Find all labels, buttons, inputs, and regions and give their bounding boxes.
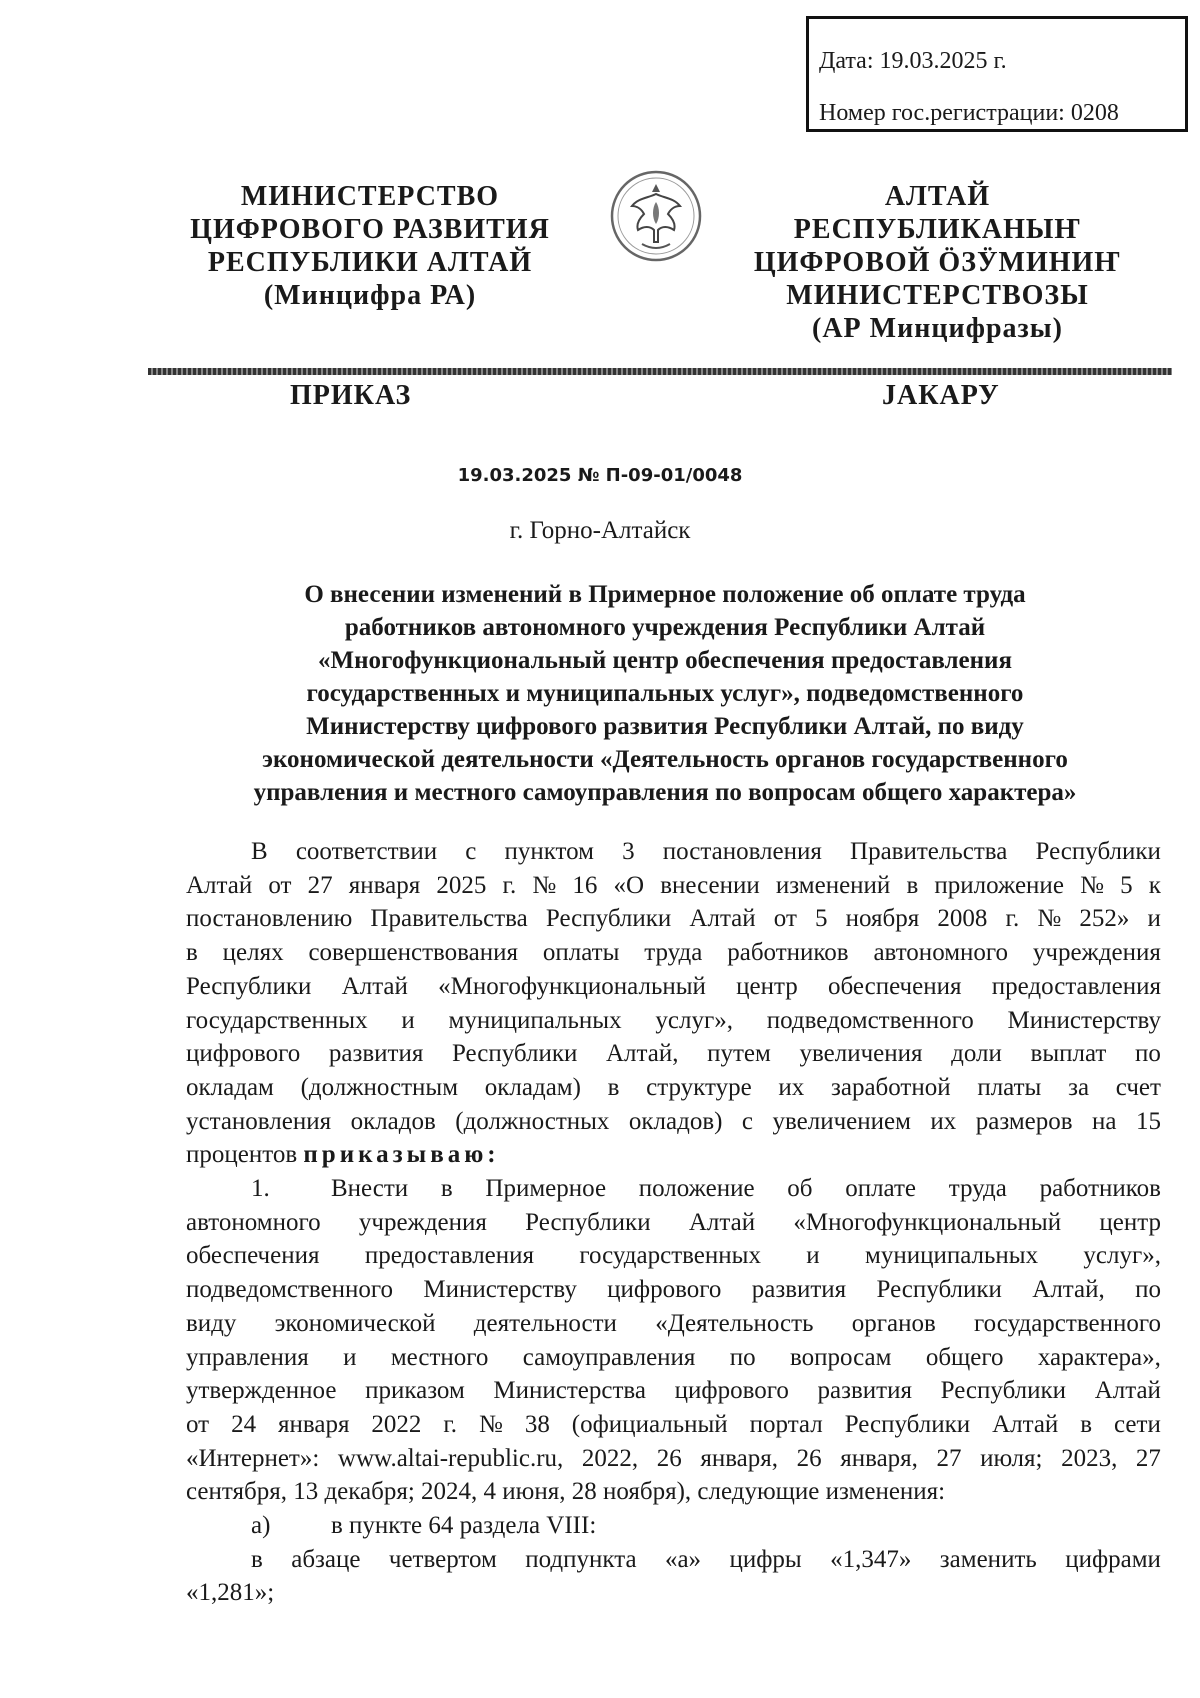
text-line	[186, 970, 1161, 1004]
word: об	[787, 1175, 813, 1203]
word: Министерства	[493, 1377, 646, 1405]
text-line	[186, 1004, 1161, 1038]
word: Республики	[451, 1040, 578, 1068]
word: января,	[840, 1444, 918, 1472]
word: 26	[656, 1444, 682, 1472]
word: по	[1135, 1276, 1161, 1304]
word: счет	[1115, 1073, 1161, 1101]
word: общего	[925, 1343, 1004, 1371]
text-line	[186, 902, 1161, 936]
word: от	[268, 871, 292, 899]
title-line: Министерству цифрового развития Республики Алтай, по виду	[306, 713, 1024, 740]
word: Республики	[1035, 838, 1161, 865]
word: их	[930, 1107, 957, 1135]
ministry-name-russian	[170, 180, 570, 312]
word: в	[906, 871, 919, 899]
word: января	[278, 1410, 350, 1438]
word: самоуправления	[522, 1343, 696, 1371]
word: учреждения	[358, 1208, 487, 1236]
word: 16	[572, 871, 598, 899]
registration-number: Номер гос.регистрации: 0208	[819, 100, 1119, 126]
change-paragraph-last-line: «1,281»;	[186, 1579, 275, 1607]
title-line: «Многофункциональный центр обеспечения предоставления	[318, 647, 1012, 674]
registration-date: Дата: 19.03.2025 г.	[819, 48, 1007, 74]
word: от	[773, 905, 797, 933]
word: 38	[524, 1410, 550, 1438]
word: обеспечения	[186, 1242, 320, 1270]
text-line	[186, 1408, 1161, 1442]
word: доли	[951, 1040, 1002, 1068]
word: Алтай	[186, 871, 253, 899]
word: подпункта	[525, 1545, 637, 1573]
word: виду	[186, 1309, 237, 1337]
word: «Деятельность	[655, 1309, 814, 1337]
word: 5	[1120, 871, 1133, 899]
word: 27	[936, 1444, 962, 1472]
word: соответствии	[295, 838, 438, 865]
text-line	[186, 835, 1161, 869]
word: предоставления	[364, 1242, 535, 1270]
word: июля;	[980, 1444, 1043, 1472]
change-paragraph-first-line	[186, 1543, 1161, 1577]
word: №	[479, 1410, 503, 1438]
word: на	[1092, 1107, 1117, 1135]
word: 3	[622, 838, 635, 865]
word: Внести	[331, 1175, 409, 1203]
word: г.	[443, 1410, 458, 1438]
word: №	[1080, 871, 1104, 899]
word: в	[607, 1073, 620, 1101]
word: и	[1147, 905, 1161, 933]
order-city: г. Горно-Алтайск	[509, 517, 691, 544]
word: цифрового	[186, 1040, 301, 1068]
word: постановления	[662, 838, 822, 865]
word: путем	[707, 1040, 771, 1068]
word: целях	[222, 939, 284, 967]
word: государственного	[974, 1309, 1161, 1337]
order-label-altai: ЈАКАРУ	[882, 380, 1000, 411]
word: центр	[736, 972, 798, 1000]
word: в	[251, 1545, 263, 1573]
word: 2022	[371, 1410, 422, 1438]
word: изменений	[775, 871, 891, 899]
word: ноября	[845, 905, 920, 933]
order-number: 19.03.2025 № П-09-01/0048	[457, 465, 743, 486]
word: положение	[638, 1175, 755, 1203]
word: 27	[307, 871, 333, 899]
subitem-a	[186, 1509, 1161, 1543]
item-1-first-line	[186, 1172, 1161, 1206]
word: (должностных	[455, 1107, 610, 1135]
word: 15	[1135, 1107, 1161, 1135]
word: окладам	[186, 1073, 274, 1101]
order-verb: приказываю:	[303, 1141, 500, 1169]
ministry-name-line: МИНИСТЕРСТВОЗЫ	[786, 280, 1089, 311]
text-line	[186, 869, 1161, 903]
word: предоставления	[991, 972, 1161, 1000]
title-line: работников автономного учреждения Республики Алтай	[344, 614, 986, 641]
word: «Многофункциональный	[793, 1208, 1062, 1236]
title-line: государственных и муниципальных услуг», подведомственного	[306, 680, 1024, 707]
word: (официальный	[571, 1410, 728, 1438]
word: экономической	[274, 1309, 436, 1337]
word: Правительства	[850, 838, 1008, 865]
word: и	[806, 1242, 820, 1270]
word: №	[532, 871, 557, 899]
registration-stamp	[806, 16, 1188, 132]
ministry-name-line: (АР Минцифразы)	[812, 313, 1063, 344]
word: с	[465, 838, 477, 865]
word: заработной	[830, 1073, 951, 1101]
word: «О	[613, 871, 645, 899]
word: вопросам	[790, 1343, 892, 1371]
text-line	[186, 1206, 1161, 1240]
word: развития	[751, 1276, 847, 1304]
word: муниципальных	[448, 1006, 622, 1034]
word: Алтай	[992, 1410, 1059, 1438]
ministry-name-line: МИНИСТЕРСТВО	[240, 181, 500, 212]
word: государственных	[186, 1006, 368, 1034]
word: Республики	[940, 1377, 1067, 1405]
word: Алтай	[1094, 1377, 1161, 1405]
word: в	[186, 939, 198, 967]
word: постановлению	[186, 905, 353, 933]
order-label-russian: ПРИКАЗ	[290, 380, 412, 411]
word: «1,347»	[830, 1545, 912, 1573]
word: местного	[390, 1343, 489, 1371]
text-line	[186, 1071, 1161, 1105]
word: «Интернет»:	[186, 1444, 320, 1472]
item-1-first-text	[331, 1172, 1161, 1206]
text-line	[186, 1341, 1161, 1375]
word: 2025	[436, 871, 487, 899]
ministry-name-line: АЛТАЙ	[884, 181, 991, 212]
ministry-name-line: РЕСПУБЛИКАНЫҤ	[793, 214, 1082, 245]
text-line	[186, 1374, 1161, 1408]
word: органов	[851, 1309, 936, 1337]
word: муниципальных	[865, 1242, 1039, 1270]
word: по	[729, 1343, 756, 1371]
item-1-marker: 1.	[251, 1175, 270, 1203]
word: работников	[1039, 1175, 1161, 1203]
word: управления	[186, 1343, 309, 1371]
word: сети	[1114, 1410, 1161, 1438]
word: (должностным	[300, 1073, 459, 1101]
preamble-paragraph	[186, 835, 1161, 1138]
word: учреждения	[1032, 939, 1161, 967]
word: Республики	[844, 1410, 971, 1438]
title-line: экономической деятельности «Деятельность органов государственного	[262, 746, 1068, 773]
word: цифрами	[1065, 1545, 1161, 1573]
word: г.	[502, 871, 517, 899]
ministry-name-line: ЦИФРОВОЙ ӦЗӰМИНИҤ	[753, 247, 1122, 278]
ministry-name-line: РЕСПУБЛИКИ АЛТАЙ	[207, 247, 533, 278]
word: «а»	[664, 1545, 702, 1573]
word: Республики	[525, 1208, 651, 1236]
word: окладов)	[628, 1107, 723, 1135]
word: цифрового	[607, 1276, 722, 1304]
word: В	[251, 838, 268, 865]
word: Алтай,	[1032, 1276, 1105, 1304]
text-line	[186, 936, 1161, 970]
word: развития	[817, 1377, 912, 1405]
word: приказом	[365, 1377, 465, 1405]
word: увеличения	[799, 1040, 923, 1068]
document-body	[186, 835, 1161, 1610]
word: услуг»,	[1083, 1242, 1161, 1270]
word: деятельности	[473, 1309, 617, 1337]
ministry-name-line: ЦИФРОВОГО РАЗВИТИЯ	[190, 214, 550, 245]
word: 2008	[937, 905, 988, 933]
word: оплаты	[542, 939, 620, 967]
title-line: управления и местного самоуправления по вопросам общего характера»	[253, 779, 1077, 806]
word: четвертом	[388, 1545, 497, 1573]
word: выплат	[1030, 1040, 1107, 1068]
word: увеличением	[772, 1107, 911, 1135]
word: размеров	[975, 1107, 1073, 1135]
word: Республики	[545, 905, 672, 933]
word: работников	[727, 939, 849, 967]
ministry-name-line: (Минцифра РА)	[263, 280, 477, 311]
header-divider	[148, 368, 1172, 375]
word: центр	[1099, 1208, 1161, 1236]
word: Правительства	[370, 905, 528, 933]
item-1-last-line: сентября, 13 декабря; 2024, 4 июня, 28 ноября), следующие изменения:	[186, 1478, 946, 1506]
word: автономного	[873, 939, 1009, 967]
word: портал	[749, 1410, 823, 1438]
word: цифрового	[674, 1377, 789, 1405]
word: пунктом	[504, 838, 594, 865]
word: 26	[796, 1444, 822, 1472]
word: 5	[815, 905, 828, 933]
word: 2022,	[581, 1444, 639, 1472]
word: цифры	[729, 1545, 802, 1573]
word: Примерное	[485, 1175, 607, 1203]
word: в	[440, 1175, 453, 1203]
word: подведомственного	[186, 1276, 394, 1304]
text-line	[186, 1307, 1161, 1341]
word: внесении	[660, 871, 760, 899]
word: труда	[948, 1175, 1007, 1203]
word: окладов	[350, 1107, 436, 1135]
word: №	[1037, 905, 1062, 933]
word: приложение	[934, 871, 1064, 899]
word: совершенствования	[308, 939, 519, 967]
word: г.	[1005, 905, 1020, 933]
word: www.altai-republic.ru,	[337, 1444, 564, 1472]
word: окладам)	[484, 1073, 581, 1101]
word: Министерству	[1007, 1006, 1161, 1034]
text-line	[186, 1273, 1161, 1307]
word: утвержденное	[186, 1377, 337, 1405]
word: автономного	[186, 1208, 321, 1236]
word: Алтай	[341, 972, 408, 1000]
word: Алтай	[688, 1208, 756, 1236]
word: за	[1068, 1073, 1090, 1101]
word: 2023,	[1061, 1444, 1118, 1472]
text-line	[186, 1037, 1161, 1071]
word: и	[401, 1006, 415, 1034]
word: оплате	[845, 1175, 917, 1203]
text-line	[186, 1105, 1161, 1139]
word: абзаце	[291, 1545, 361, 1573]
text-line	[186, 1239, 1161, 1273]
word: по	[1135, 1040, 1161, 1068]
word: к	[1148, 871, 1161, 899]
word: с	[741, 1107, 754, 1135]
subitem-a-text: в пункте 64 раздела VIII:	[331, 1512, 597, 1540]
document-title	[170, 578, 1160, 809]
word: установления	[186, 1107, 332, 1135]
word: 24	[231, 1410, 257, 1438]
word: платы	[977, 1073, 1042, 1101]
word: государственных	[579, 1242, 761, 1270]
altai-republic-emblem-icon	[608, 168, 704, 264]
word: Министерству	[423, 1276, 577, 1304]
word: Алтай,	[606, 1040, 679, 1068]
word: января	[348, 871, 421, 899]
word: «Многофункциональный	[438, 972, 706, 1000]
word: обеспечения	[828, 972, 962, 1000]
word: 27	[1135, 1444, 1161, 1472]
preamble-last-line: процентов приказываю:	[186, 1138, 1161, 1172]
subitem-a-marker: а)	[251, 1512, 271, 1540]
word: в	[1080, 1410, 1093, 1438]
word: и	[343, 1343, 357, 1371]
word: их	[778, 1073, 805, 1101]
word: Республики	[876, 1276, 1002, 1304]
ministry-name-altai	[740, 180, 1135, 345]
word: развития	[328, 1040, 424, 1068]
word: труда	[644, 939, 703, 967]
word: января,	[700, 1444, 779, 1472]
word: услуг»,	[655, 1006, 733, 1034]
word: заменить	[939, 1545, 1037, 1573]
word: 252»	[1079, 905, 1130, 933]
text-line	[186, 1442, 1161, 1476]
word: подведомственного	[766, 1006, 974, 1034]
word: от	[186, 1410, 210, 1438]
title-line: О внесении изменений в Примерное положение об оплате труда	[304, 581, 1026, 608]
word: характера»,	[1037, 1343, 1161, 1371]
item-1-paragraph	[186, 1206, 1161, 1476]
word: Республики	[186, 972, 312, 1000]
word: структуре	[646, 1073, 752, 1101]
word: Алтай	[689, 905, 756, 933]
